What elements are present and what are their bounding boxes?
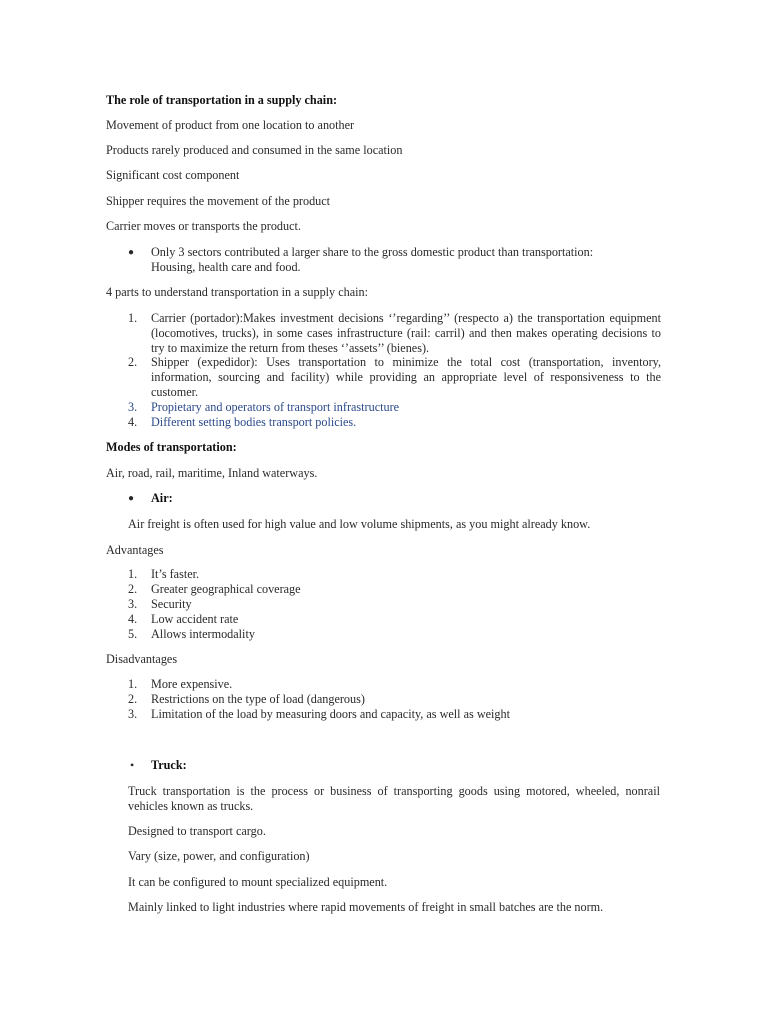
intro-line: Shipper requires the movement of the product: [106, 194, 331, 208]
list-text: More expensive.: [151, 677, 233, 691]
list-text: Low accident rate: [151, 612, 239, 626]
modes-heading: Modes of transportation:: [106, 440, 237, 454]
truck-description: Truck transportation is the process or business of transporting goods using motored, wheeled, nonrail vehicles known as trucks.: [128, 784, 660, 813]
bullet-dot-icon: •: [130, 758, 135, 772]
truck-line: Mainly linked to light industries where rapid movements of freight in small batches are the norm.: [128, 900, 604, 914]
gdp-line-1: Only 3 sectors contributed a larger share to the gross domestic product than transportation:: [151, 245, 594, 259]
list-text: Carrier (portador):Makes investment decisions ‘’regarding’’ (respecto a) the transportation equipment (locomotives, trucks), in some cases infrastructure (rail: carril) and then makes operating decisions to try to maximize the return from theses ‘’assets’’ (bienes).: [151, 311, 661, 355]
truck-line: It can be configured to mount specialized equipment.: [128, 875, 388, 889]
section-title: The role of transportation in a supply chain:: [106, 93, 338, 107]
list-number: 1.: [128, 677, 138, 691]
list-number: 3.: [128, 707, 138, 721]
parts-heading: 4 parts to understand transportation in a supply chain:: [106, 285, 368, 299]
list-text: Restrictions on the type of load (dangerous): [151, 692, 365, 706]
intro-line: Products rarely produced and consumed in the same location: [106, 143, 403, 157]
list-number: 2.: [128, 692, 138, 706]
list-text: Shipper (expedidor): Uses transportation to minimize the total cost (transportation, inventory, information, sourcing and facility) while providing an appropriate level of responsiveness to the customer.: [151, 355, 661, 399]
list-item: [0, 415, 768, 430]
gdp-line-2: Housing, health care and food.: [151, 260, 301, 274]
list-text: Greater geographical coverage: [151, 582, 301, 596]
intro-line: Movement of product from one location to another: [106, 118, 355, 132]
bullet-dot-icon: ●: [128, 493, 135, 504]
disadvantages-heading: Disadvantages: [106, 652, 178, 666]
list-text: Security: [151, 597, 192, 611]
list-item: [0, 400, 768, 415]
bullet-dot-icon: ●: [128, 247, 135, 258]
list-number: 5.: [128, 627, 138, 641]
list-item: [0, 311, 768, 359]
air-description: Air freight is often used for high value and low volume shipments, as you might already know.: [128, 517, 591, 531]
intro-line: Significant cost component: [106, 168, 240, 182]
list-text: Limitation of the load by measuring doors and capacity, as well as weight: [151, 707, 510, 721]
list-number: 4.: [128, 415, 138, 429]
list-number: 1.: [128, 311, 138, 325]
intro-line: Carrier moves or transports the product.: [106, 219, 301, 233]
air-bullet-item: [0, 491, 768, 506]
modes-list: Air, road, rail, maritime, Inland waterways.: [106, 466, 318, 480]
truck-line: Designed to transport cargo.: [128, 824, 266, 838]
list-text: Propietary and operators of transport infrastructure: [151, 400, 400, 414]
list-number: 1.: [128, 567, 138, 581]
list-number: 2.: [128, 355, 138, 369]
air-heading: Air:: [151, 491, 173, 505]
list-text: Allows intermodality: [151, 627, 255, 641]
list-text: Different setting bodies transport policies.: [151, 415, 357, 429]
list-number: 3.: [128, 400, 138, 414]
list-number: 3.: [128, 597, 138, 611]
advantages-heading: Advantages: [106, 543, 164, 557]
truck-line: Vary (size, power, and configuration): [128, 849, 310, 863]
list-number: 4.: [128, 612, 138, 626]
truck-bullet-item: [0, 758, 768, 773]
list-number: 2.: [128, 582, 138, 596]
truck-heading: Truck:: [151, 758, 187, 772]
truck-description-block: [0, 784, 768, 814]
list-text: It’s faster.: [151, 567, 200, 581]
gdp-bullet-item: [0, 245, 768, 277]
list-item: [0, 355, 768, 400]
